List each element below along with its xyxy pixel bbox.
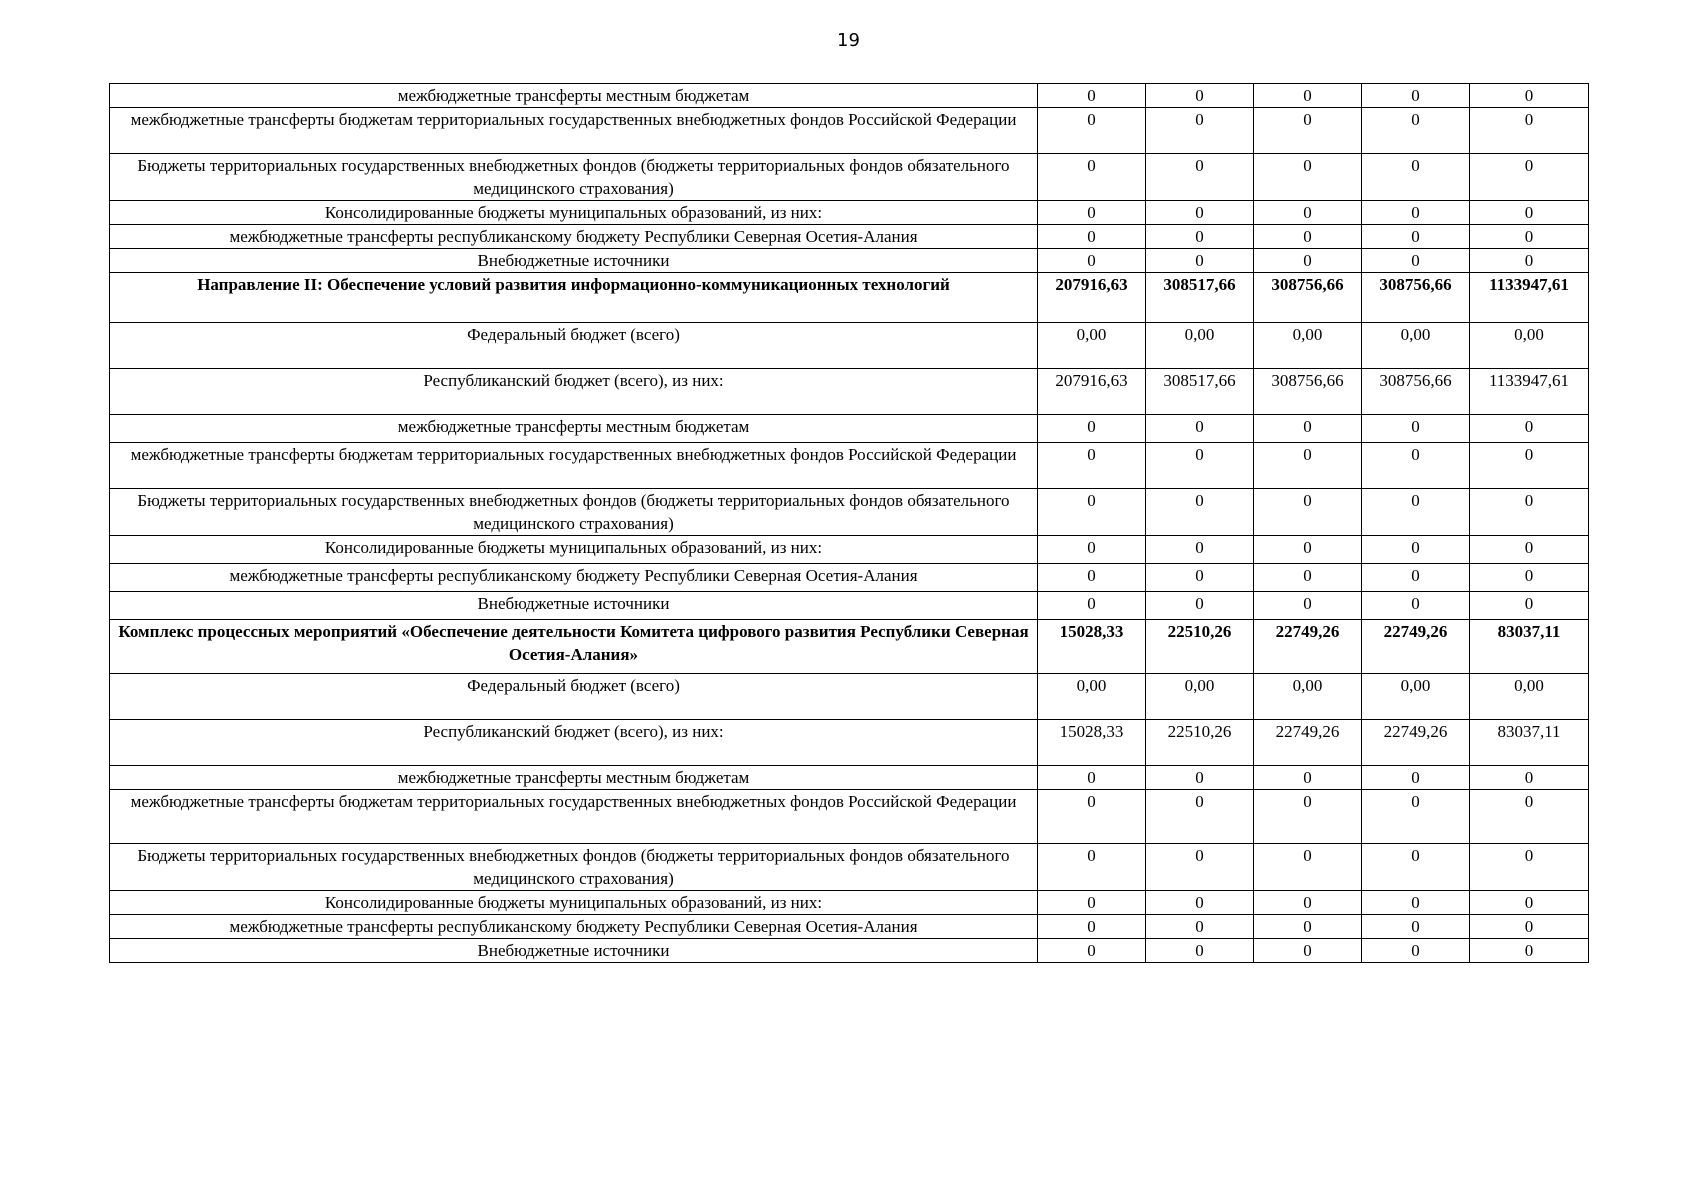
value-cell: 0 — [1470, 201, 1589, 225]
value-cell: 308756,66 — [1254, 369, 1362, 415]
value-cell: 0,00 — [1146, 674, 1254, 720]
row-label: Республиканский бюджет (всего), из них: — [110, 369, 1038, 415]
row-label: Республиканский бюджет (всего), из них: — [110, 720, 1038, 766]
table-row — [110, 844, 1589, 891]
value-cell: 0 — [1470, 592, 1589, 620]
value-cell: 0 — [1038, 536, 1146, 564]
value-cell: 0 — [1146, 154, 1254, 201]
value-cell: 0 — [1038, 201, 1146, 225]
value-cell: 0 — [1362, 915, 1470, 939]
value-cell: 0 — [1146, 536, 1254, 564]
value-cell: 0 — [1146, 84, 1254, 108]
value-cell: 1133947,61 — [1470, 369, 1589, 415]
value-cell: 0 — [1254, 790, 1362, 844]
value-cell: 83037,11 — [1470, 720, 1589, 766]
value-cell: 22749,26 — [1362, 620, 1470, 674]
table-row — [110, 915, 1589, 939]
value-cell: 0 — [1470, 564, 1589, 592]
row-label: межбюджетные трансферты местным бюджетам — [110, 84, 1038, 108]
row-label: межбюджетные трансферты местным бюджетам — [110, 766, 1038, 790]
value-cell: 308756,66 — [1362, 273, 1470, 323]
row-label: межбюджетные трансферты республиканскому бюджету Республики Северная Осетия-Алания — [110, 225, 1038, 249]
row-label: Комплекс процессных мероприятий «Обеспечение деятельности Комитета цифрового развития Республики Северная Осетия-Алания» — [110, 620, 1038, 674]
value-cell: 0 — [1254, 249, 1362, 273]
table-row — [110, 720, 1589, 766]
value-cell: 22510,26 — [1146, 620, 1254, 674]
value-cell: 0 — [1362, 225, 1470, 249]
value-cell: 0 — [1038, 249, 1146, 273]
value-cell: 83037,11 — [1470, 620, 1589, 674]
row-label: Внебюджетные источники — [110, 249, 1038, 273]
value-cell: 0 — [1362, 443, 1470, 489]
table-row — [110, 674, 1589, 720]
table-row — [110, 84, 1589, 108]
row-label: Бюджеты территориальных государственных внебюджетных фондов (бюджеты территориальных фондов обязательного медицинского страхования) — [110, 154, 1038, 201]
value-cell: 0 — [1254, 766, 1362, 790]
budget-table — [109, 83, 1589, 963]
row-label: межбюджетные трансферты республиканскому бюджету Республики Северная Осетия-Алания — [110, 915, 1038, 939]
row-label: Федеральный бюджет (всего) — [110, 674, 1038, 720]
value-cell: 0 — [1362, 489, 1470, 536]
value-cell: 0 — [1146, 489, 1254, 536]
value-cell: 0 — [1470, 891, 1589, 915]
value-cell: 0 — [1146, 790, 1254, 844]
value-cell: 0 — [1146, 564, 1254, 592]
value-cell: 0 — [1470, 443, 1589, 489]
value-cell: 0 — [1146, 225, 1254, 249]
value-cell: 0 — [1146, 891, 1254, 915]
value-cell: 1133947,61 — [1470, 273, 1589, 323]
table-row — [110, 564, 1589, 592]
value-cell: 0 — [1038, 489, 1146, 536]
value-cell: 0 — [1362, 939, 1470, 963]
table-row — [110, 790, 1589, 844]
value-cell: 0,00 — [1362, 674, 1470, 720]
table-row — [110, 249, 1589, 273]
row-label: межбюджетные трансферты бюджетам территориальных государственных внебюджетных фондов Российской Федерации — [110, 443, 1038, 489]
value-cell: 0 — [1470, 790, 1589, 844]
value-cell: 0 — [1470, 766, 1589, 790]
table-row — [110, 273, 1589, 323]
value-cell: 0 — [1038, 415, 1146, 443]
row-label: Направление II: Обеспечение условий развития информационно-коммуникационных технологий — [110, 273, 1038, 323]
table-row — [110, 369, 1589, 415]
value-cell: 0 — [1470, 154, 1589, 201]
table-row — [110, 323, 1589, 369]
value-cell: 0 — [1362, 844, 1470, 891]
value-cell: 0 — [1146, 915, 1254, 939]
value-cell: 0,00 — [1254, 674, 1362, 720]
value-cell: 0 — [1254, 415, 1362, 443]
value-cell: 0 — [1038, 592, 1146, 620]
value-cell: 0 — [1254, 225, 1362, 249]
table-row — [110, 592, 1589, 620]
value-cell: 0 — [1470, 415, 1589, 443]
value-cell: 0 — [1470, 844, 1589, 891]
value-cell: 0 — [1254, 443, 1362, 489]
value-cell: 0 — [1038, 154, 1146, 201]
value-cell: 0 — [1254, 564, 1362, 592]
budget-table-body — [110, 84, 1589, 963]
row-label: межбюджетные трансферты местным бюджетам — [110, 415, 1038, 443]
value-cell: 0 — [1470, 84, 1589, 108]
value-cell: 0 — [1362, 766, 1470, 790]
value-cell: 0 — [1362, 592, 1470, 620]
value-cell: 0 — [1254, 592, 1362, 620]
value-cell: 0 — [1362, 564, 1470, 592]
row-label: Внебюджетные источники — [110, 939, 1038, 963]
value-cell: 0,00 — [1146, 323, 1254, 369]
value-cell: 0 — [1038, 766, 1146, 790]
value-cell: 0 — [1470, 489, 1589, 536]
row-label: межбюджетные трансферты бюджетам территориальных государственных внебюджетных фондов Российской Федерации — [110, 108, 1038, 154]
row-label: Внебюджетные источники — [110, 592, 1038, 620]
value-cell: 0 — [1146, 201, 1254, 225]
value-cell: 0,00 — [1362, 323, 1470, 369]
value-cell: 308756,66 — [1254, 273, 1362, 323]
value-cell: 0 — [1038, 108, 1146, 154]
table-row — [110, 891, 1589, 915]
table-row — [110, 620, 1589, 674]
row-label: межбюджетные трансферты республиканскому бюджету Республики Северная Осетия-Алания — [110, 564, 1038, 592]
value-cell: 0 — [1254, 201, 1362, 225]
row-label: Бюджеты территориальных государственных внебюджетных фондов (бюджеты территориальных фондов обязательного медицинского страхования) — [110, 844, 1038, 891]
value-cell: 0 — [1254, 939, 1362, 963]
value-cell: 0 — [1254, 489, 1362, 536]
value-cell: 0 — [1146, 249, 1254, 273]
value-cell: 207916,63 — [1038, 369, 1146, 415]
value-cell: 0 — [1254, 536, 1362, 564]
value-cell: 22749,26 — [1362, 720, 1470, 766]
value-cell: 22749,26 — [1254, 720, 1362, 766]
row-label: межбюджетные трансферты бюджетам территориальных государственных внебюджетных фондов Российской Федерации — [110, 790, 1038, 844]
value-cell: 0 — [1038, 84, 1146, 108]
value-cell: 0 — [1038, 225, 1146, 249]
value-cell: 0 — [1362, 249, 1470, 273]
value-cell: 0,00 — [1470, 323, 1589, 369]
value-cell: 0 — [1146, 443, 1254, 489]
value-cell: 0 — [1146, 766, 1254, 790]
value-cell: 0,00 — [1470, 674, 1589, 720]
value-cell: 0 — [1038, 939, 1146, 963]
table-row — [110, 489, 1589, 536]
value-cell: 0,00 — [1254, 323, 1362, 369]
value-cell: 0 — [1254, 915, 1362, 939]
row-label: Консолидированные бюджеты муниципальных образований, из них: — [110, 891, 1038, 915]
row-label: Консолидированные бюджеты муниципальных образований, из них: — [110, 201, 1038, 225]
value-cell: 0 — [1362, 790, 1470, 844]
value-cell: 0 — [1038, 915, 1146, 939]
value-cell: 0 — [1038, 564, 1146, 592]
table-row — [110, 536, 1589, 564]
table-row — [110, 939, 1589, 963]
value-cell: 0 — [1362, 84, 1470, 108]
value-cell: 0 — [1362, 108, 1470, 154]
value-cell: 0 — [1470, 225, 1589, 249]
value-cell: 0,00 — [1038, 323, 1146, 369]
value-cell: 0 — [1362, 154, 1470, 201]
value-cell: 0 — [1254, 108, 1362, 154]
value-cell: 0 — [1146, 108, 1254, 154]
value-cell: 0 — [1146, 415, 1254, 443]
value-cell: 0 — [1362, 891, 1470, 915]
value-cell: 0 — [1470, 536, 1589, 564]
value-cell: 0,00 — [1038, 674, 1146, 720]
value-cell: 0 — [1254, 84, 1362, 108]
table-row — [110, 225, 1589, 249]
value-cell: 0 — [1038, 790, 1146, 844]
table-row — [110, 201, 1589, 225]
row-label: Консолидированные бюджеты муниципальных образований, из них: — [110, 536, 1038, 564]
value-cell: 0 — [1362, 415, 1470, 443]
value-cell: 308517,66 — [1146, 273, 1254, 323]
value-cell: 0 — [1146, 844, 1254, 891]
value-cell: 0 — [1254, 154, 1362, 201]
value-cell: 0 — [1038, 443, 1146, 489]
table-row — [110, 766, 1589, 790]
value-cell: 0 — [1470, 915, 1589, 939]
row-label: Федеральный бюджет (всего) — [110, 323, 1038, 369]
value-cell: 308517,66 — [1146, 369, 1254, 415]
table-row — [110, 415, 1589, 443]
value-cell: 0 — [1254, 891, 1362, 915]
value-cell: 0 — [1362, 536, 1470, 564]
value-cell: 0 — [1470, 939, 1589, 963]
value-cell: 0 — [1038, 891, 1146, 915]
value-cell: 0 — [1362, 201, 1470, 225]
value-cell: 0 — [1146, 939, 1254, 963]
table-row — [110, 108, 1589, 154]
table-row — [110, 154, 1589, 201]
value-cell: 22749,26 — [1254, 620, 1362, 674]
page-number: 19 — [837, 30, 860, 51]
value-cell: 207916,63 — [1038, 273, 1146, 323]
table-row — [110, 443, 1589, 489]
value-cell: 15028,33 — [1038, 720, 1146, 766]
value-cell: 0 — [1470, 249, 1589, 273]
value-cell: 0 — [1254, 844, 1362, 891]
value-cell: 15028,33 — [1038, 620, 1146, 674]
value-cell: 0 — [1470, 108, 1589, 154]
row-label: Бюджеты территориальных государственных внебюджетных фондов (бюджеты территориальных фондов обязательного медицинского страхования) — [110, 489, 1038, 536]
value-cell: 308756,66 — [1362, 369, 1470, 415]
value-cell: 0 — [1038, 844, 1146, 891]
value-cell: 0 — [1146, 592, 1254, 620]
value-cell: 22510,26 — [1146, 720, 1254, 766]
